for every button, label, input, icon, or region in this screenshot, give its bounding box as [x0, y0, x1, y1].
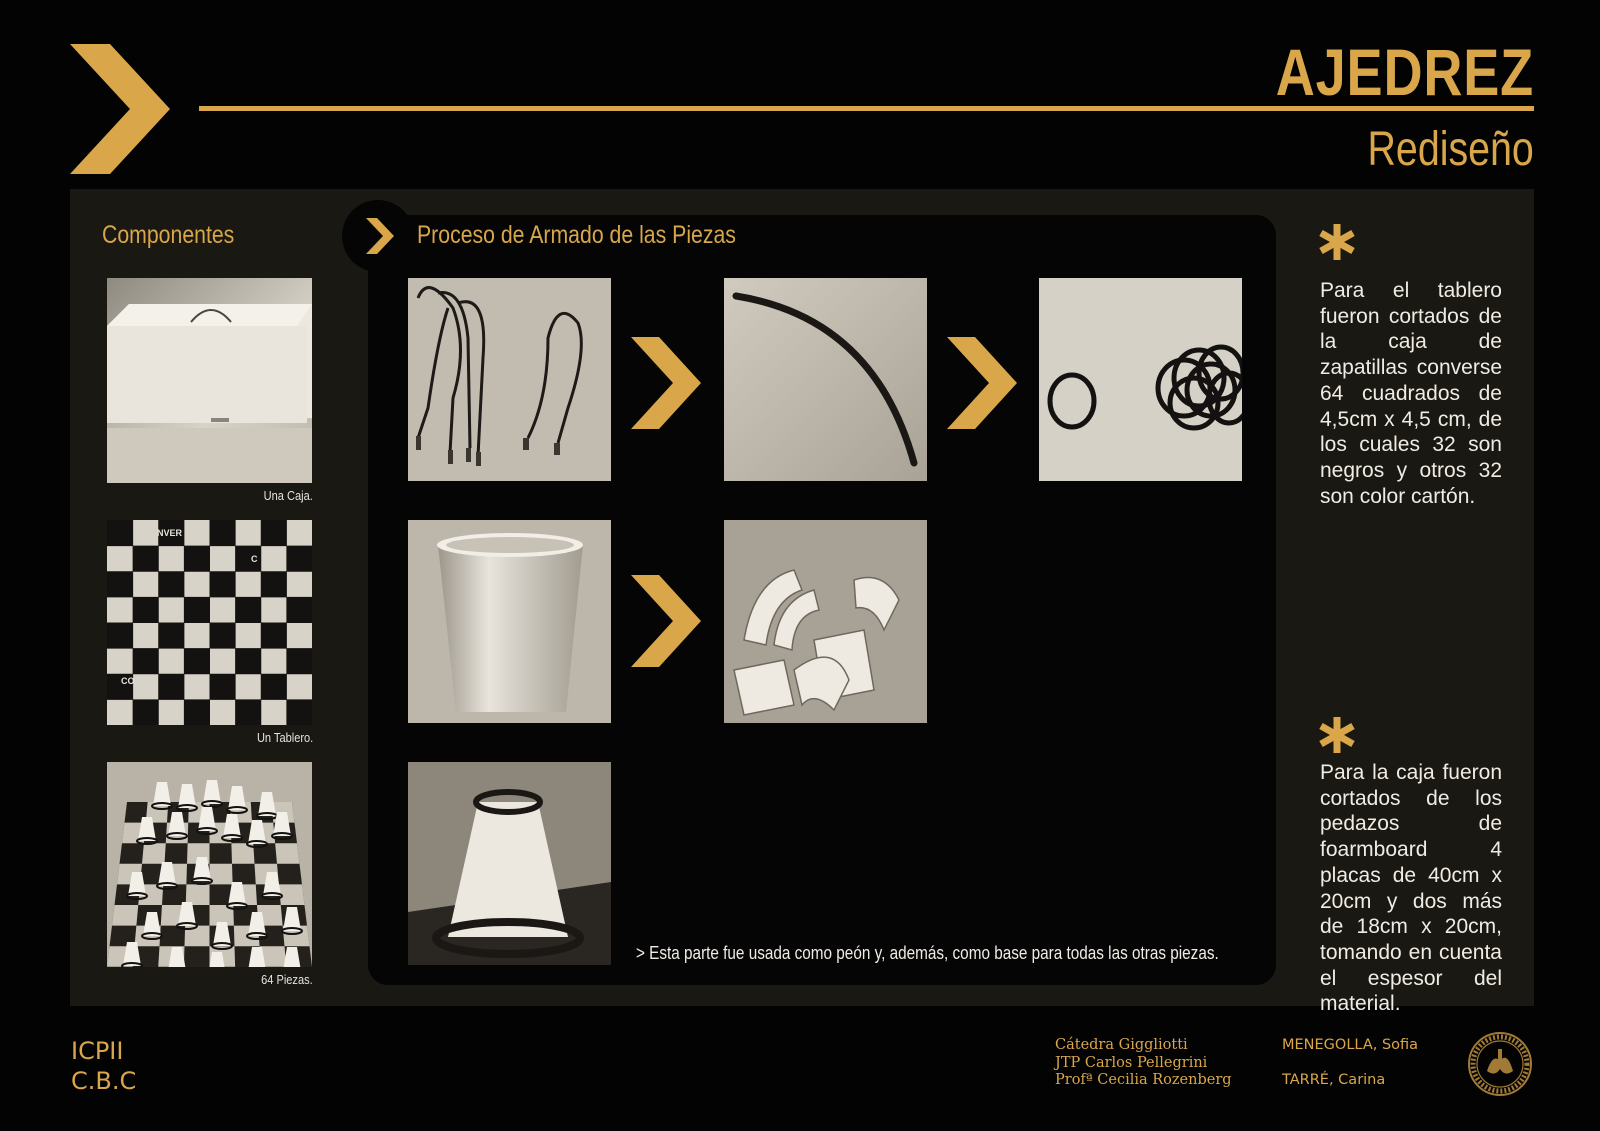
- chevron-right-icon: [70, 44, 170, 174]
- board-square: [107, 571, 133, 597]
- page-subtitle: Rediseño: [1367, 123, 1534, 176]
- course-school: C.B.C: [71, 1067, 137, 1095]
- board-square: [235, 597, 261, 623]
- board-caption: Un Tablero.: [256, 730, 313, 745]
- board-photo: [107, 520, 312, 725]
- student-name: TARRÉ, Carina: [1282, 1072, 1386, 1088]
- board-note: Para el tablero fueron cortados de la caja de zapatillas converse 64 cuadrados de 4,5cm x 4,5 cm, de los cuales 32 son negros y otros 32 son color cartón.: [1320, 279, 1502, 508]
- student-name: MENEGOLLA, Sofia: [1282, 1037, 1419, 1053]
- board-print-label: C: [251, 554, 258, 564]
- box-photo: [107, 278, 312, 483]
- board-square: [210, 674, 236, 700]
- single-cord-photo: [724, 278, 927, 481]
- page-title: AJEDREZ: [1275, 35, 1534, 109]
- cup-photo: [408, 520, 611, 723]
- board-square: [158, 623, 184, 649]
- university-seal: [1467, 1031, 1533, 1097]
- board-square: [261, 571, 287, 597]
- staff-line: Cátedra Giggliotti: [1055, 1037, 1188, 1053]
- asterisk-icon: [1317, 222, 1357, 262]
- board-square: [235, 699, 261, 725]
- board-square: [184, 597, 210, 623]
- chevron-right-icon: [366, 218, 396, 254]
- board-square: [210, 571, 236, 597]
- pieces-caption: 64 Piezas.: [261, 972, 313, 987]
- cut-cup-pieces-photo: [724, 520, 927, 723]
- board-square: [286, 648, 312, 674]
- board-print-label: CO: [121, 676, 135, 686]
- rings-photo: [1039, 278, 1242, 481]
- staff-credits: [1055, 1037, 1232, 1090]
- chevron-right-icon: [631, 575, 701, 667]
- asterisk-icon: [1317, 715, 1357, 755]
- board-square: [286, 597, 312, 623]
- board-square: [210, 623, 236, 649]
- pieces-photo: [107, 762, 312, 967]
- chevron-right-icon: [947, 337, 1017, 429]
- board-print-label: NVER: [157, 528, 183, 538]
- board-square: [107, 520, 133, 546]
- process-title: Proceso de Armado de las Piezas: [417, 221, 736, 249]
- board-square: [286, 699, 312, 725]
- board-square: [286, 546, 312, 572]
- board-square: [158, 571, 184, 597]
- pawn-photo: [408, 762, 611, 965]
- board-square: [133, 699, 159, 725]
- board-square: [158, 674, 184, 700]
- board-square: [133, 546, 159, 572]
- components-title: Componentes: [102, 221, 235, 249]
- board-square: [184, 699, 210, 725]
- box-caption: Una Caja.: [263, 488, 313, 503]
- board-square: [261, 674, 287, 700]
- cords-photo: [408, 278, 611, 481]
- board-square: [235, 648, 261, 674]
- board-square: [261, 520, 287, 546]
- board-square: [184, 648, 210, 674]
- staff-line: JTP Carlos Pellegrini: [1055, 1054, 1208, 1071]
- box-note: Para la caja fueron cortados de los pedazos de foarmboard 4 placas de 40cm x 20cm y dos más de 18cm x 20cm, tomando en cuenta el espesor del material.: [1320, 761, 1502, 1016]
- process-note: > Esta parte fue usada como peón y, además, como base para todas las otras piezas.: [636, 943, 1219, 963]
- course-code: ICPII: [71, 1037, 124, 1065]
- board-square: [261, 623, 287, 649]
- process-badge: [342, 200, 414, 272]
- board-square: [107, 623, 133, 649]
- board-square: [133, 597, 159, 623]
- board-square: [210, 520, 236, 546]
- chevron-right-icon: [631, 337, 701, 429]
- staff-line: Profª Cecilia Rozenberg: [1055, 1072, 1232, 1088]
- board-square: [184, 546, 210, 572]
- board-square: [133, 648, 159, 674]
